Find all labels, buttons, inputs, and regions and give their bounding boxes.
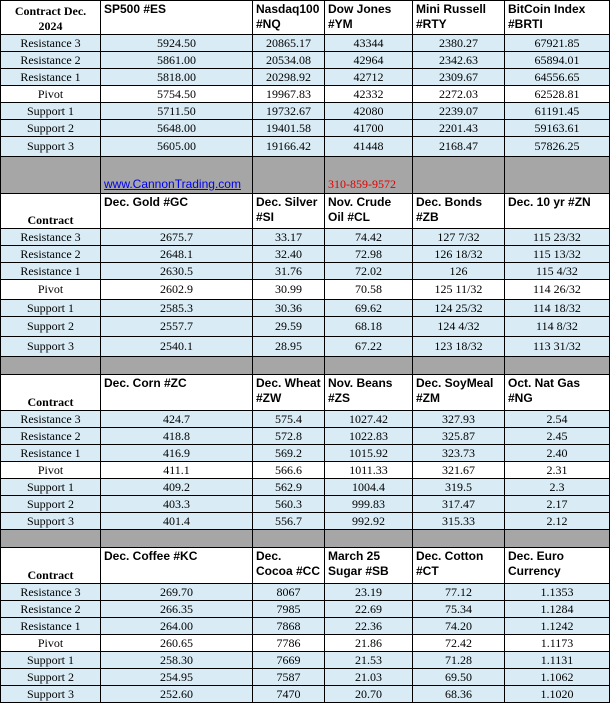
instrument-header: Dec. Gold #GC	[101, 194, 253, 229]
level-label: Pivot	[1, 635, 101, 652]
level-value: 1.1020	[505, 686, 610, 703]
level-value: 2342.63	[413, 52, 505, 69]
table-row	[1, 428, 610, 445]
level-value: 2380.27	[413, 35, 505, 52]
level-value: 72.42	[413, 635, 505, 652]
level-value: 572.8	[253, 428, 325, 445]
instrument-header: Nov. Beans #ZS	[325, 375, 413, 411]
level-value: 42080	[325, 103, 413, 120]
level-label: Pivot	[1, 86, 101, 103]
level-label: Resistance 1	[1, 618, 101, 635]
level-value: 62528.81	[505, 86, 610, 103]
level-value: 70.58	[325, 280, 413, 300]
level-value: 403.3	[101, 496, 253, 513]
level-value: 69.62	[325, 300, 413, 317]
level-value: 1.1062	[505, 669, 610, 686]
level-value: 61191.45	[505, 103, 610, 120]
phone-number: 310-859-9572	[328, 177, 396, 191]
level-value: 2.31	[505, 462, 610, 479]
level-value: 124 4/32	[413, 317, 505, 337]
contract-header: Contract Dec. 2024	[1, 1, 101, 35]
instrument-header: Mini Russell #RTY	[413, 1, 505, 35]
level-value: 71.28	[413, 652, 505, 669]
level-value: 252.60	[101, 686, 253, 703]
level-value: 30.99	[253, 280, 325, 300]
separator-cell	[253, 357, 325, 375]
table-row	[1, 618, 610, 635]
level-value: 575.4	[253, 411, 325, 428]
level-value: 2602.9	[101, 280, 253, 300]
level-value: 113 31/32	[505, 337, 610, 357]
level-value: 1.1173	[505, 635, 610, 652]
table-row	[1, 635, 610, 652]
table-row	[1, 137, 610, 157]
level-value: 30.36	[253, 300, 325, 317]
level-value: 69.50	[413, 669, 505, 686]
level-value: 1027.42	[325, 411, 413, 428]
section-header-row	[1, 375, 610, 411]
instrument-header: Dec. SoyMeal #ZM	[413, 375, 505, 411]
level-value: 68.18	[325, 317, 413, 337]
level-value: 1.1131	[505, 652, 610, 669]
level-value: 126 18/32	[413, 246, 505, 263]
level-value: 7587	[253, 669, 325, 686]
level-value: 260.65	[101, 635, 253, 652]
separator-cell	[1, 357, 101, 375]
separator-row	[1, 530, 610, 548]
level-label: Support 1	[1, 300, 101, 317]
table-row	[1, 120, 610, 137]
separator-cell	[505, 530, 610, 548]
section-header-row	[1, 1, 610, 35]
level-value: 75.34	[413, 601, 505, 618]
table-row	[1, 652, 610, 669]
instrument-header: Nasdaq100 #NQ	[253, 1, 325, 35]
level-value: 269.70	[101, 584, 253, 601]
banner-row	[1, 157, 610, 194]
level-label: Support 2	[1, 669, 101, 686]
level-label: Resistance 2	[1, 52, 101, 69]
level-value: 127 7/32	[413, 229, 505, 246]
instrument-header: Dec. Wheat #ZW	[253, 375, 325, 411]
level-value: 64556.65	[505, 69, 610, 86]
separator-cell	[101, 530, 253, 548]
level-value: 20534.08	[253, 52, 325, 69]
level-value: 21.86	[325, 635, 413, 652]
level-value: 41700	[325, 120, 413, 137]
level-value: 5861.00	[101, 52, 253, 69]
level-value: 68.36	[413, 686, 505, 703]
level-value: 72.98	[325, 246, 413, 263]
level-value: 258.30	[101, 652, 253, 669]
level-label: Support 2	[1, 317, 101, 337]
level-value: 20.70	[325, 686, 413, 703]
level-value: 2648.1	[101, 246, 253, 263]
separator-row	[1, 357, 610, 375]
level-value: 411.1	[101, 462, 253, 479]
level-value: 562.9	[253, 479, 325, 496]
instrument-header: Dec. Cotton #CT	[413, 548, 505, 584]
level-value: 20865.17	[253, 35, 325, 52]
level-value: 254.95	[101, 669, 253, 686]
level-label: Resistance 3	[1, 229, 101, 246]
level-value: 317.47	[413, 496, 505, 513]
level-label: Support 1	[1, 103, 101, 120]
level-value: 7985	[253, 601, 325, 618]
level-value: 42712	[325, 69, 413, 86]
table-row	[1, 445, 610, 462]
level-value: 33.17	[253, 229, 325, 246]
level-value: 115 4/32	[505, 263, 610, 280]
level-value: 2168.47	[413, 137, 505, 157]
level-value: 2.12	[505, 513, 610, 530]
level-value: 1.1242	[505, 618, 610, 635]
table-row	[1, 280, 610, 300]
separator-cell	[101, 357, 253, 375]
level-value: 59163.61	[505, 120, 610, 137]
level-value: 2309.67	[413, 69, 505, 86]
level-label: Resistance 1	[1, 445, 101, 462]
instrument-header: Dec. Cocoa #CC	[253, 548, 325, 584]
level-value: 2272.03	[413, 86, 505, 103]
level-value: 43344	[325, 35, 413, 52]
level-value: 2540.1	[101, 337, 253, 357]
table-row	[1, 496, 610, 513]
level-value: 1015.92	[325, 445, 413, 462]
level-value: 115 13/32	[505, 246, 610, 263]
level-value: 19401.58	[253, 120, 325, 137]
level-value: 569.2	[253, 445, 325, 462]
level-label: Support 3	[1, 337, 101, 357]
level-value: 409.2	[101, 479, 253, 496]
table-body	[1, 1, 610, 703]
level-value: 321.67	[413, 462, 505, 479]
level-value: 42964	[325, 52, 413, 69]
contract-header: Contract	[1, 194, 101, 229]
level-label: Resistance 1	[1, 69, 101, 86]
level-value: 5648.00	[101, 120, 253, 137]
table-row	[1, 686, 610, 703]
separator-cell	[413, 357, 505, 375]
table-row	[1, 479, 610, 496]
level-value: 31.76	[253, 263, 325, 280]
table-row	[1, 669, 610, 686]
level-label: Support 1	[1, 652, 101, 669]
table-row	[1, 86, 610, 103]
level-value: 29.59	[253, 317, 325, 337]
level-label: Pivot	[1, 462, 101, 479]
contract-header: Contract	[1, 548, 101, 584]
level-value: 125 11/32	[413, 280, 505, 300]
level-value: 2630.5	[101, 263, 253, 280]
instrument-header: SP500 #ES	[101, 1, 253, 35]
cannon-trading-link[interactable]: www.CannonTrading.com	[104, 177, 241, 191]
level-value: 264.00	[101, 618, 253, 635]
level-label: Resistance 3	[1, 411, 101, 428]
contract-header: Contract	[1, 375, 101, 411]
level-value: 21.03	[325, 669, 413, 686]
separator-cell	[253, 530, 325, 548]
level-value: 19732.67	[253, 103, 325, 120]
table-row	[1, 246, 610, 263]
level-value: 5924.50	[101, 35, 253, 52]
level-value: 5754.50	[101, 86, 253, 103]
level-label: Resistance 2	[1, 246, 101, 263]
section-header-row	[1, 548, 610, 584]
level-value: 74.20	[413, 618, 505, 635]
level-value: 67.22	[325, 337, 413, 357]
table-row	[1, 317, 610, 337]
level-value: 992.92	[325, 513, 413, 530]
level-value: 32.40	[253, 246, 325, 263]
level-value: 1011.33	[325, 462, 413, 479]
table-row	[1, 103, 610, 120]
level-value: 65894.01	[505, 52, 610, 69]
level-value: 124 25/32	[413, 300, 505, 317]
separator-cell	[413, 530, 505, 548]
level-value: 2.3	[505, 479, 610, 496]
level-label: Support 3	[1, 137, 101, 157]
table-row	[1, 462, 610, 479]
level-value: 22.36	[325, 618, 413, 635]
level-value: 2.40	[505, 445, 610, 462]
level-value: 416.9	[101, 445, 253, 462]
instrument-header: Oct. Nat Gas #NG	[505, 375, 610, 411]
level-value: 2.17	[505, 496, 610, 513]
level-value: 67921.85	[505, 35, 610, 52]
level-value: 1004.4	[325, 479, 413, 496]
level-value: 5605.00	[101, 137, 253, 157]
level-value: 2675.7	[101, 229, 253, 246]
level-value: 2201.43	[413, 120, 505, 137]
section-header-row	[1, 194, 610, 229]
instrument-header: Dec. Silver #SI	[253, 194, 325, 229]
level-value: 8067	[253, 584, 325, 601]
level-value: 42332	[325, 86, 413, 103]
level-value: 7786	[253, 635, 325, 652]
phone-cell	[325, 157, 413, 194]
level-label: Resistance 2	[1, 428, 101, 445]
level-value: 323.73	[413, 445, 505, 462]
level-value: 566.6	[253, 462, 325, 479]
instrument-header: Dow Jones #YM	[325, 1, 413, 35]
level-value: 19166.42	[253, 137, 325, 157]
level-value: 1022.83	[325, 428, 413, 445]
level-label: Support 2	[1, 120, 101, 137]
table-row	[1, 601, 610, 618]
level-label: Support 2	[1, 496, 101, 513]
instrument-header: March 25 Sugar #SB	[325, 548, 413, 584]
level-value: 77.12	[413, 584, 505, 601]
separator-cell	[1, 530, 101, 548]
table-row	[1, 411, 610, 428]
level-value: 325.87	[413, 428, 505, 445]
level-value: 1.1284	[505, 601, 610, 618]
table-row	[1, 300, 610, 317]
table-row	[1, 35, 610, 52]
level-label: Resistance 3	[1, 584, 101, 601]
separator-cell	[1, 157, 101, 194]
level-value: 20298.92	[253, 69, 325, 86]
level-value: 1.1353	[505, 584, 610, 601]
table-row	[1, 52, 610, 69]
level-value: 19967.83	[253, 86, 325, 103]
level-value: 2585.3	[101, 300, 253, 317]
level-value: 7470	[253, 686, 325, 703]
level-label: Resistance 1	[1, 263, 101, 280]
level-value: 21.53	[325, 652, 413, 669]
instrument-header: Nov. Crude Oil #CL	[325, 194, 413, 229]
level-value: 57826.25	[505, 137, 610, 157]
instrument-header: Dec. 10 yr #ZN	[505, 194, 610, 229]
instrument-header: Dec. Corn #ZC	[101, 375, 253, 411]
level-value: 7868	[253, 618, 325, 635]
instrument-header: BitCoin Index #BRTI	[505, 1, 610, 35]
level-value: 560.3	[253, 496, 325, 513]
level-value: 2557.7	[101, 317, 253, 337]
level-label: Support 3	[1, 513, 101, 530]
level-value: 115 23/32	[505, 229, 610, 246]
table-row	[1, 69, 610, 86]
table-row	[1, 513, 610, 530]
level-value: 114 18/32	[505, 300, 610, 317]
level-label: Support 3	[1, 686, 101, 703]
table-row	[1, 229, 610, 246]
level-value: 2.45	[505, 428, 610, 445]
level-value: 123 18/32	[413, 337, 505, 357]
table-row	[1, 337, 610, 357]
level-value: 2.54	[505, 411, 610, 428]
table-row	[1, 584, 610, 601]
level-label: Resistance 3	[1, 35, 101, 52]
separator-cell	[413, 157, 505, 194]
level-value: 999.83	[325, 496, 413, 513]
link-cell	[101, 157, 253, 194]
separator-cell	[325, 357, 413, 375]
level-value: 72.02	[325, 263, 413, 280]
level-value: 424.7	[101, 411, 253, 428]
level-value: 41448	[325, 137, 413, 157]
level-value: 28.95	[253, 337, 325, 357]
level-value: 556.7	[253, 513, 325, 530]
separator-cell	[325, 530, 413, 548]
level-value: 2239.07	[413, 103, 505, 120]
instrument-header: Dec. Euro Currency	[505, 548, 610, 584]
instrument-header: Dec. Bonds #ZB	[413, 194, 505, 229]
level-value: 327.93	[413, 411, 505, 428]
level-value: 126	[413, 263, 505, 280]
level-value: 401.4	[101, 513, 253, 530]
level-value: 114 26/32	[505, 280, 610, 300]
level-value: 114 8/32	[505, 317, 610, 337]
separator-cell	[253, 157, 325, 194]
level-label: Pivot	[1, 280, 101, 300]
level-label: Resistance 2	[1, 601, 101, 618]
level-value: 5818.00	[101, 69, 253, 86]
table-row	[1, 263, 610, 280]
level-value: 418.8	[101, 428, 253, 445]
level-value: 315.33	[413, 513, 505, 530]
instrument-header: Dec. Coffee #KC	[101, 548, 253, 584]
level-value: 22.69	[325, 601, 413, 618]
level-value: 74.42	[325, 229, 413, 246]
separator-cell	[505, 157, 610, 194]
separator-cell	[505, 357, 610, 375]
level-value: 23.19	[325, 584, 413, 601]
level-value: 319.5	[413, 479, 505, 496]
level-label: Support 1	[1, 479, 101, 496]
level-value: 7669	[253, 652, 325, 669]
level-value: 5711.50	[101, 103, 253, 120]
level-value: 266.35	[101, 601, 253, 618]
